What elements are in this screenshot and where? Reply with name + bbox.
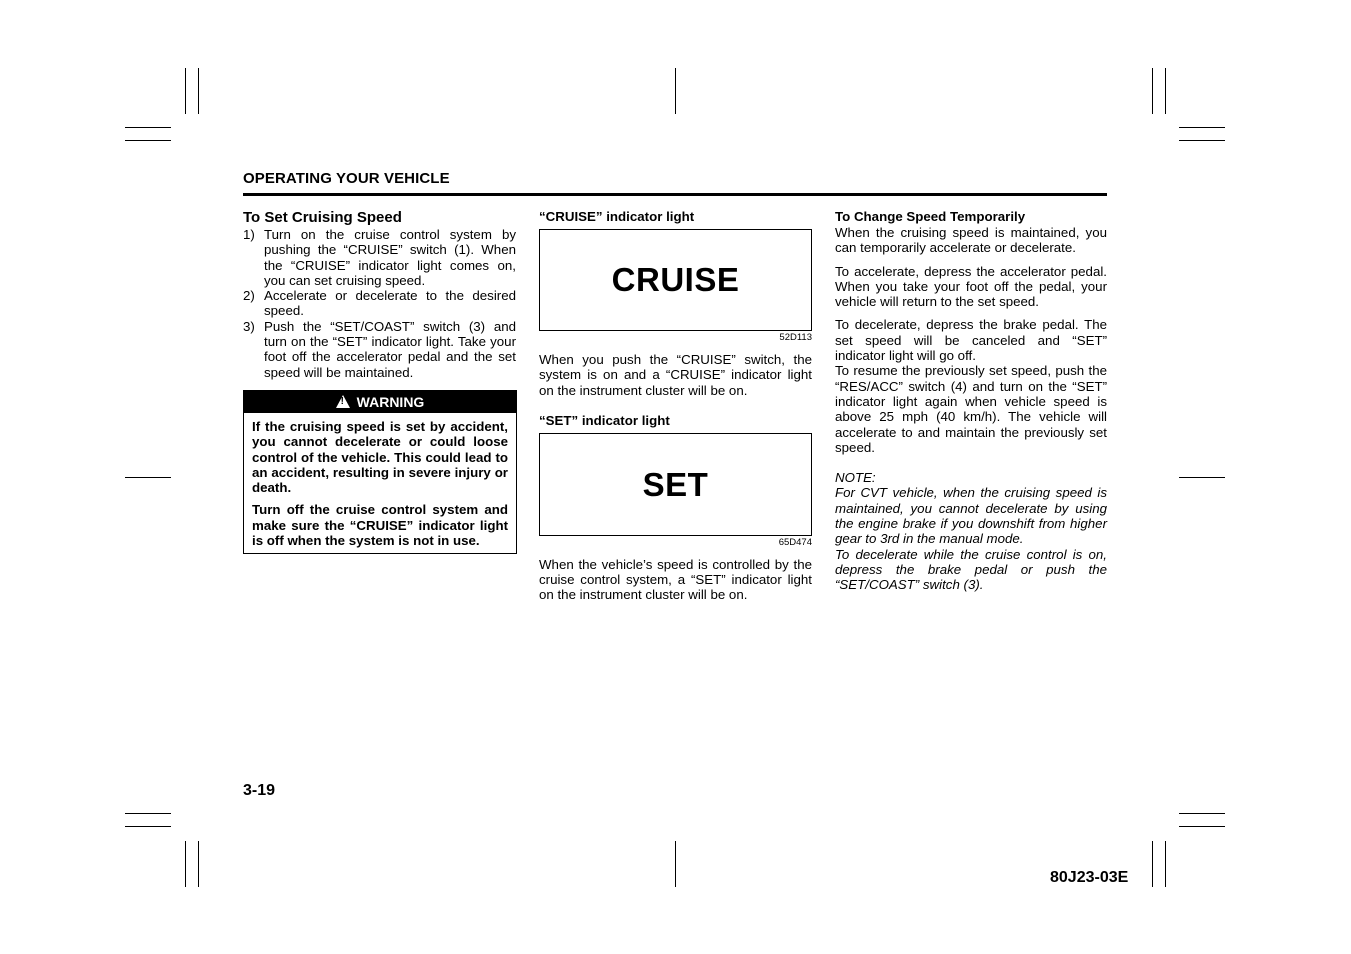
step-text: Push the “SET/COAST” switch (3) and turn on the “SET” indicator light. Take your foot off the accelerator pedal and the set speed will be maintained. <box>264 318 516 380</box>
set-indicator-figure <box>539 433 812 536</box>
crop-mark <box>125 477 171 478</box>
paragraph: When the cruising speed is maintained, you can temporarily accelerate or decelerate. <box>835 225 1107 256</box>
warning-box <box>243 390 517 554</box>
warning-body <box>244 413 516 553</box>
crop-mark <box>1165 68 1166 114</box>
crop-mark <box>675 841 676 887</box>
crop-mark <box>1152 841 1153 887</box>
paragraph: To decelerate, depress the brake pedal. The set speed will be canceled and “SET” indicator light will go off. <box>835 317 1107 364</box>
crop-mark <box>1179 826 1225 827</box>
crop-mark <box>1179 140 1225 141</box>
step-number: 3) <box>243 318 255 334</box>
crop-mark <box>125 826 171 827</box>
crop-mark <box>185 841 186 887</box>
set-indicator-text: SET <box>642 465 709 503</box>
crop-mark <box>198 841 199 887</box>
header-rule <box>243 193 1107 196</box>
crop-mark <box>675 68 676 114</box>
list-item <box>243 319 516 380</box>
heading-set-cruising-speed: To Set Cruising Speed <box>243 209 402 226</box>
crop-mark <box>198 68 199 114</box>
crop-mark <box>1179 477 1225 478</box>
heading-change-speed: To Change Speed Temporarily <box>835 209 1026 224</box>
paragraph: To accelerate, depress the accelerator pedal. When you take your foot off the pedal, your vehicle will return to the set speed. <box>835 263 1107 310</box>
heading-set-indicator: “SET” indicator light <box>539 412 670 428</box>
crop-mark <box>125 813 171 814</box>
crop-mark <box>1152 68 1153 114</box>
crop-mark <box>1179 127 1225 128</box>
warning-label: WARNING <box>356 393 425 410</box>
paragraph: To resume the previously set speed, push the “RES/ACC” switch (4) and turn on the “SET” indicator light again when vehicle speed is above 25 mph (40 km/h). The vehicle will accelerate to and maintain the previously set speed. <box>835 363 1107 455</box>
crop-mark <box>125 140 171 141</box>
heading-cruise-indicator: “CRUISE” indicator light <box>539 209 695 224</box>
column-right <box>835 209 1107 593</box>
column-left <box>243 209 516 554</box>
step-number: 1) <box>243 227 255 242</box>
figure-code: 52D113 <box>779 332 812 343</box>
cruise-indicator-text: CRUISE <box>611 261 740 299</box>
warning-header <box>244 391 516 413</box>
list-item <box>243 288 516 319</box>
crop-mark <box>1165 841 1166 887</box>
document-code: 80J23-03E <box>1050 869 1129 886</box>
cruise-indicator-figure <box>539 229 812 331</box>
step-text: Turn on the cruise control system by pushing the “CRUISE” switch (1). When the “CRUISE” indicator light comes on, you can set cruising speed. <box>264 227 516 288</box>
set-indicator-description: When the vehicle’s speed is controlled by the cruise control system, a “SET” indicator light on the instrument cluster will be on. <box>539 556 812 603</box>
warning-triangle-icon <box>336 395 350 408</box>
crop-mark <box>185 68 186 114</box>
section-title: OPERATING YOUR VEHICLE <box>243 170 450 187</box>
figure-code: 65D474 <box>778 536 812 548</box>
list-item <box>243 227 516 288</box>
steps-list <box>243 227 516 380</box>
crop-mark <box>125 127 171 128</box>
warning-paragraph: If the cruising speed is set by accident, you cannot decelerate or could loose control of the vehicle. This could lead to an accident, resulting in severe injury or death. <box>252 418 508 496</box>
column-middle <box>539 209 812 603</box>
crop-mark <box>1179 813 1225 814</box>
step-text: Accelerate or decelerate to the desired speed. <box>264 288 516 319</box>
note-label: NOTE: <box>835 470 876 486</box>
warning-paragraph: Turn off the cruise control system and make sure the “CRUISE” indicator light is off when the system is not in use. <box>252 502 508 549</box>
page-number: 3-19 <box>243 782 276 799</box>
cruise-indicator-description: When you push the “CRUISE” switch, the system is on and a “CRUISE” indicator light on the instrument cluster will be on. <box>539 352 812 398</box>
note-text: To decelerate while the cruise control is on, depress the brake pedal or push the “SET/COAST” switch (3). <box>835 546 1107 593</box>
note-text: For CVT vehicle, when the cruising speed is maintained, you cannot decelerate by using the engine brake if you downshift from higher gear to 3rd in the manual mode. <box>835 485 1107 547</box>
step-number: 2) <box>243 288 255 304</box>
